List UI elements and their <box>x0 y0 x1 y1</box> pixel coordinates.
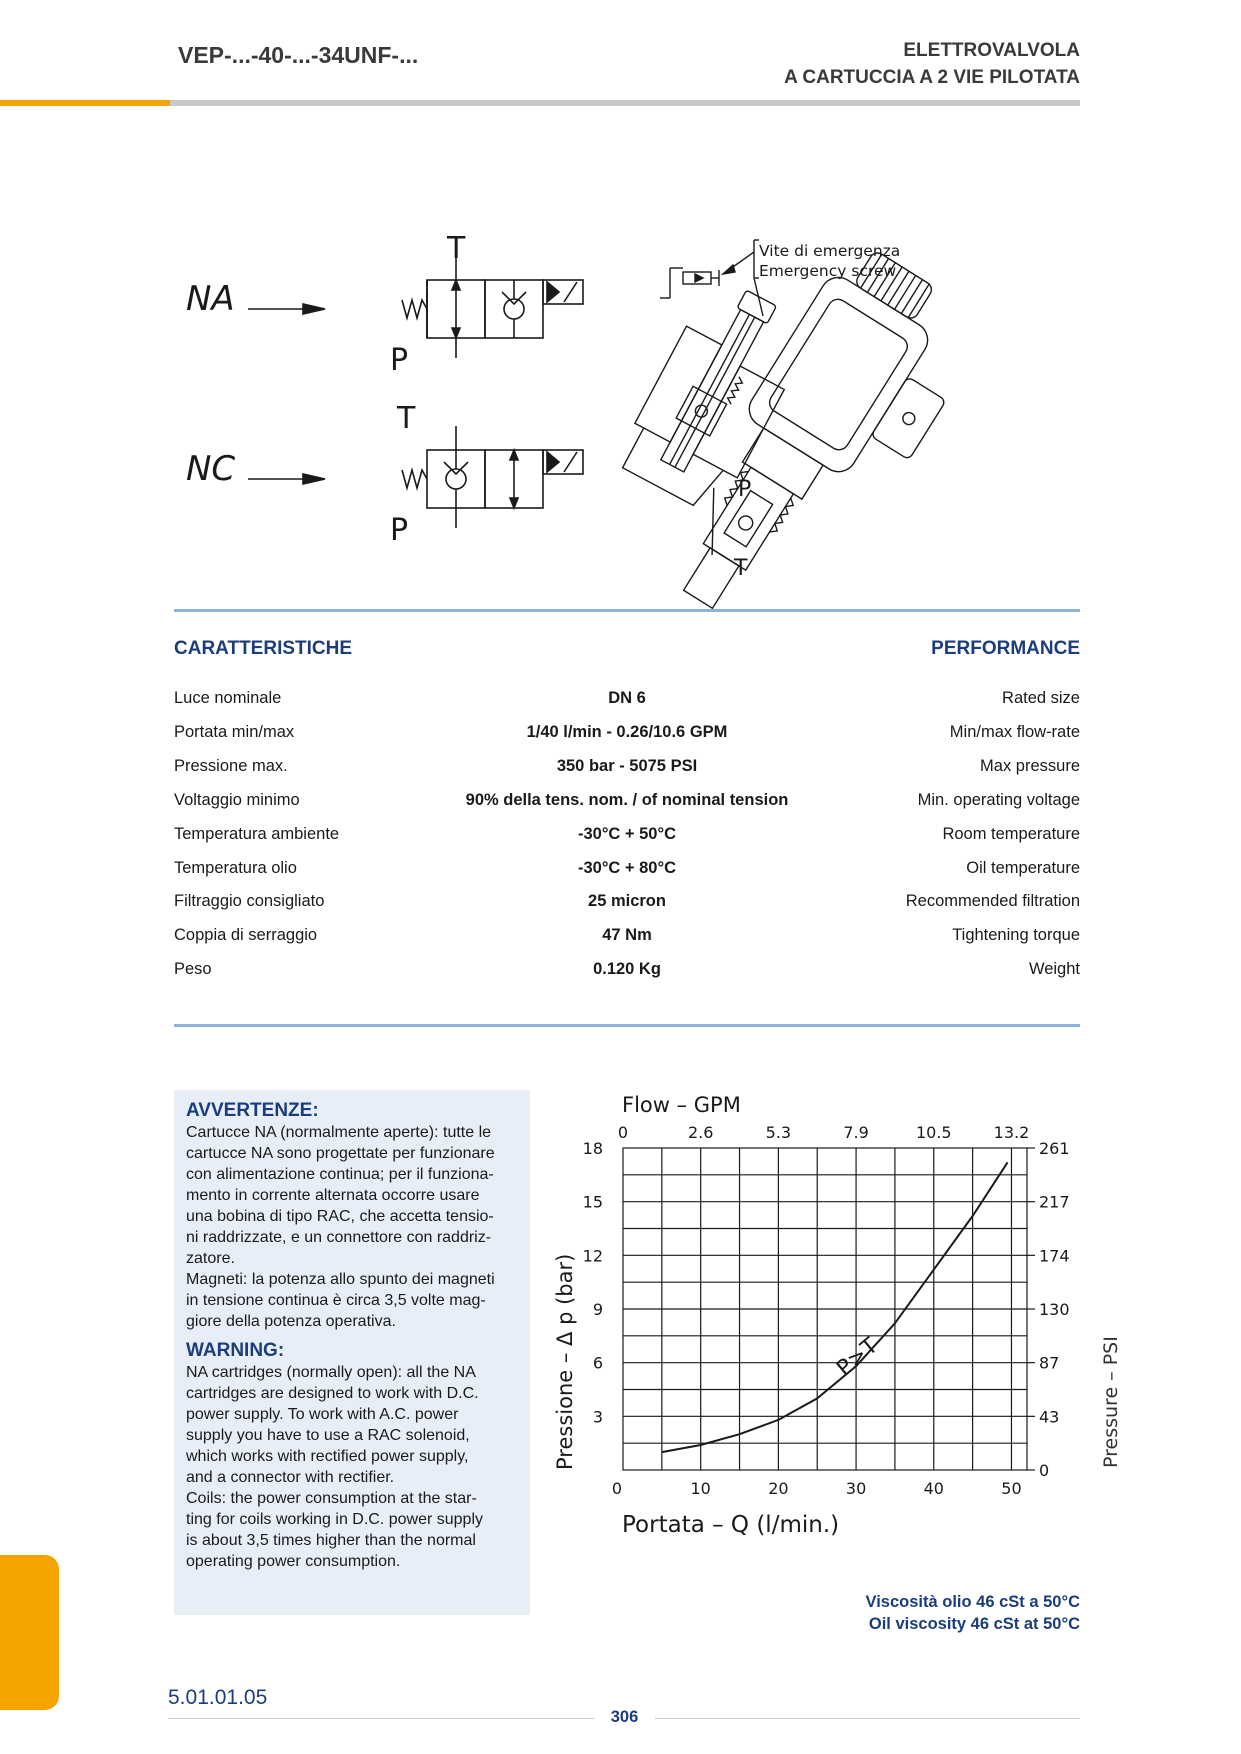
right-tick-label: 87 <box>1039 1353 1060 1373</box>
y-tick-label: 18 <box>582 1139 603 1158</box>
spec-label-en: Oil temperature <box>966 859 1080 877</box>
warning-line: operating power consumption. <box>186 1553 401 1570</box>
spec-label-en: Room temperature <box>942 825 1080 843</box>
spec-row <box>174 757 1080 787</box>
header-accent-bar <box>0 100 170 106</box>
x-tick-label: 30 <box>845 1479 867 1498</box>
spec-label-en: Min/max flow-rate <box>949 723 1080 741</box>
product-title-line2: A CARTUCCIA A 2 VIE PILOTATA <box>784 67 1080 88</box>
spec-label-en: Weight <box>1028 960 1080 978</box>
y-tick-label: 15 <box>582 1192 603 1212</box>
warning-line: una bobina di tipo RAC, che accetta tensio- <box>186 1208 494 1225</box>
x-tick-label: 50 <box>1001 1479 1022 1498</box>
right-tick-label: 43 <box>1039 1407 1060 1427</box>
right-tick-label: 261 <box>1039 1139 1070 1158</box>
specs-title-it: CARATTERISTICHE <box>174 638 353 659</box>
warning-line: Magneti: la potenza allo spunto dei magneti <box>186 1271 495 1288</box>
y-tick-label: 9 <box>592 1300 603 1319</box>
spec-label-en: Rated size <box>1002 689 1080 707</box>
series-line <box>662 1162 1008 1452</box>
y-axis-title: Pressione – Δ p (bar) <box>553 1253 577 1470</box>
header-rule <box>170 100 1080 106</box>
spec-label-en: Recommended filtration <box>905 892 1080 910</box>
top-tick-label: 0 <box>617 1123 629 1142</box>
spec-label-it: Voltaggio minimo <box>174 791 300 809</box>
spec-label-it: Luce nominale <box>174 689 282 707</box>
warning-line: zatore. <box>186 1250 235 1267</box>
warning-line: which works with rectified power supply, <box>186 1448 469 1465</box>
warning-line: supply you have to use a RAC solenoid, <box>186 1427 470 1444</box>
callout-line1: Vite di emergenza <box>759 242 901 260</box>
footer-rule-right <box>655 1718 1080 1719</box>
spec-row <box>174 791 1080 821</box>
right-tick-label: 130 <box>1039 1300 1070 1319</box>
spec-label-it: Coppia di serraggio <box>174 926 318 944</box>
top-tick-label: 2.6 <box>687 1123 714 1142</box>
callout-line2: Emergency screw <box>759 262 897 280</box>
y-tick-label: 12 <box>582 1246 603 1266</box>
y-tick-label: 6 <box>592 1353 603 1373</box>
series-label: P>T <box>832 1333 883 1382</box>
y-tick-label: 3 <box>592 1407 603 1427</box>
spec-row <box>174 723 1080 753</box>
specs-bottom-rule <box>174 1024 1080 1027</box>
spec-row <box>174 859 1080 889</box>
top-tick-label: 13.2 <box>993 1123 1030 1142</box>
spec-label-it: Portata min/max <box>174 723 295 741</box>
warning-line: Coils: the power consumption at the star- <box>186 1490 477 1507</box>
spec-value: -30°C + 80°C <box>577 859 677 877</box>
spec-label-it: Filtraggio consigliato <box>174 892 325 910</box>
warning-line: and a connector with rectifier. <box>186 1469 395 1486</box>
warning-line: con alimentazione continua; per il funziona- <box>186 1166 494 1183</box>
chart-grid <box>623 1148 1035 1470</box>
na-port-p: P <box>390 343 409 378</box>
spec-row <box>174 825 1080 855</box>
nc-port-t: T <box>397 401 416 436</box>
spec-label-en: Min. operating voltage <box>917 791 1080 809</box>
na-port-t: T <box>447 231 466 266</box>
spec-value: 47 Nm <box>602 926 652 944</box>
right-tick-label: 0 <box>1039 1461 1050 1480</box>
spec-value: -30°C + 50°C <box>577 825 677 843</box>
warning-line: ting for coils working in D.C. power supply <box>186 1511 484 1528</box>
spec-label-it: Peso <box>174 960 212 978</box>
spec-label-it: Temperatura olio <box>174 859 297 877</box>
right-tick-label: 217 <box>1039 1192 1070 1212</box>
section-code: 5.01.01.05 <box>168 1686 268 1709</box>
warning-line: mento in corrente alternata occorre usare <box>186 1187 480 1204</box>
x-tick-label: 0 <box>611 1479 623 1498</box>
spec-value: 0.120 Kg <box>593 960 661 978</box>
x-tick-label: 40 <box>923 1479 944 1498</box>
warning-line: NA cartridges (normally open): all the NA <box>186 1364 476 1381</box>
section-tab <box>0 1555 59 1710</box>
spec-row <box>174 926 1080 956</box>
spec-row <box>174 689 1080 719</box>
drawing-port-p: P <box>738 477 752 502</box>
spec-label-en: Max pressure <box>980 757 1080 775</box>
spec-label-en: Tightening torque <box>952 926 1080 944</box>
nc-port-p: P <box>390 513 409 548</box>
x-tick-label: 20 <box>768 1479 789 1498</box>
na-label: NA <box>186 279 235 319</box>
nc-label: NC <box>186 449 236 489</box>
model-code: VEP-...-40-...-34UNF-... <box>178 42 419 68</box>
specs-top-rule <box>174 609 1080 612</box>
spec-value: 90% della tens. nom. / of nominal tension <box>465 791 789 809</box>
spec-label-it: Pressione max. <box>174 757 288 775</box>
right-axis-title: Pressure – PSI <box>1100 1336 1122 1468</box>
spec-row <box>174 960 1080 990</box>
drawing-port-t: T <box>734 556 748 581</box>
warnings-box <box>174 1090 530 1615</box>
top-tick-label: 10.5 <box>915 1123 952 1142</box>
x-axis-title: Portata – Q (l/min.) <box>622 1512 840 1538</box>
top-tick-label: 5.3 <box>765 1123 792 1142</box>
spec-value: 1/40 l/min - 0.26/10.6 GPM <box>526 723 728 741</box>
warning-line: power supply. To work with A.C. power <box>186 1406 459 1423</box>
x-tick-label: 10 <box>690 1479 711 1498</box>
viscosity-en: Oil viscosity 46 cSt at 50°C <box>868 1615 1080 1633</box>
specs-title-en: PERFORMANCE <box>931 638 1080 659</box>
warning-line: cartucce NA sono progettate per funzionare <box>186 1145 495 1162</box>
warning-line: giore della potenza operativa. <box>186 1313 396 1330</box>
right-tick-label: 174 <box>1039 1246 1070 1266</box>
warning-line: cartridges are designed to work with D.C. <box>186 1385 479 1402</box>
spec-label-it: Temperatura ambiente <box>174 825 340 843</box>
spec-value: 25 micron <box>588 892 666 910</box>
footer-rule-left <box>168 1718 594 1719</box>
warning-title-en: WARNING: <box>186 1340 285 1361</box>
warning-title-it: AVVERTENZE: <box>186 1100 319 1121</box>
warning-line: in tensione continua è circa 3,5 volte mag- <box>186 1292 486 1309</box>
pressure-flow-chart <box>545 1080 1122 1560</box>
warning-line: Cartucce NA (normalmente aperte): tutte le <box>186 1124 492 1141</box>
top-axis-title: Flow – GPM <box>622 1093 741 1117</box>
product-title-line1: ELETTROVALVOLA <box>903 40 1080 61</box>
page-number: 306 <box>610 1708 639 1726</box>
viscosity-it: Viscosità olio 46 cSt a 50°C <box>865 1593 1080 1611</box>
hydraulic-symbols <box>175 230 575 570</box>
warning-line: ni raddrizzate, e un connettore con raddriz- <box>186 1229 492 1246</box>
valve-technical-drawing <box>655 232 1075 592</box>
warning-line: is about 3,5 times higher than the normal <box>186 1532 476 1549</box>
top-tick-label: 7.9 <box>843 1123 869 1142</box>
spec-value: DN 6 <box>608 689 646 707</box>
spec-value: 350 bar - 5075 PSI <box>556 757 698 775</box>
spec-row <box>174 892 1080 922</box>
